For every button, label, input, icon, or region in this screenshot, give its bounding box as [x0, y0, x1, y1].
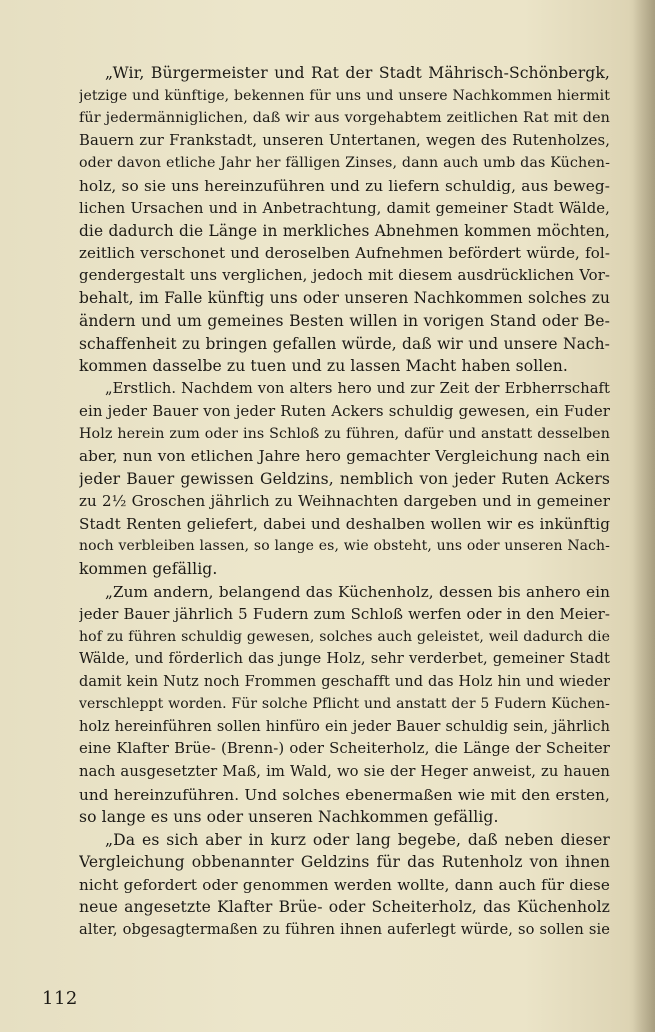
paragraph-3	[79, 581, 610, 829]
text-line: Stadt Renten geliefert, dabei und deshalben wollen wir es inkünftig	[79, 514, 610, 533]
text-line: aber, nun von etlichen Jahre hero gemachter Vergleichung nach ein	[79, 447, 610, 466]
text-line: „Erstlich. Nachdem von alters hero und zur Zeit der Erbherrschaft	[105, 379, 610, 397]
page-number: 112	[42, 988, 78, 1009]
text-line: „Da es sich aber in kurz oder lang begebe, daß neben dieser	[105, 830, 610, 849]
text-line: behalt, im Falle künftig uns oder unseren Nachkommen solches zu	[79, 289, 610, 308]
text-line: „Wir, Bürgermeister und Rat der Stadt Mährisch-Schönbergk,	[105, 64, 610, 82]
text-line: damit kein Nutz noch Frommen geschafft und das Holz hin und wieder	[79, 673, 610, 690]
text-line: ein jeder Bauer von jeder Ruten Ackers schuldig gewesen, ein Fuder	[79, 402, 610, 421]
text-line: Vergleichung obbenannter Geldzins für das Rutenholz von ihnen	[79, 853, 610, 872]
text-line: holz hereinführen sollen hinfüro ein jeder Bauer schuldig sein, jährlich	[79, 718, 610, 735]
body-text	[79, 62, 610, 941]
text-line: lichen Ursachen und in Anbetrachtung, damit gemeiner Stadt Wälde,	[79, 199, 610, 218]
text-line: zeitlich verschonet und deroselben Aufnehmen befördert würde, fol-	[79, 244, 610, 263]
paragraph-4	[79, 829, 610, 942]
text-line: gendergestalt uns verglichen, jedoch mit diesem ausdrücklichen Vor-	[79, 266, 610, 284]
text-line: und hereinzuführen. Und solches ebenermaßen wie mit den ersten,	[79, 785, 610, 804]
text-line: holz, so sie uns hereinzuführen und zu liefern schuldig, aus beweg-	[79, 176, 610, 195]
paragraph-1	[79, 62, 610, 378]
text-line: jetzige und künftige, bekennen für uns und unsere Nachkommen hiermit	[79, 87, 610, 104]
text-line: „Zum andern, belangend das Küchenholz, dessen bis anhero ein	[105, 582, 610, 601]
text-line: neue angesetzte Klafter Brüe- oder Scheiterholz, das Küchenholz	[79, 898, 610, 917]
text-line: Wälde, und förderlich das junge Holz, sehr verderbet, gemeiner Stadt	[79, 650, 610, 668]
text-line: Bauern zur Frankstadt, unseren Untertanen, wegen des Rutenholzes,	[79, 131, 610, 149]
text-line: Holz herein zum oder ins Schloß zu führen, dafür und anstatt desselben	[79, 425, 610, 442]
text-line: jeder Bauer jährlich 5 Fudern zum Schloß werfen oder in den Meier-	[79, 605, 610, 624]
page-edge-shadow	[633, 0, 655, 1032]
text-line: zu 2½ Groschen jährlich zu Weihnachten dargeben und in gemeiner	[79, 492, 610, 511]
text-line: schaffenheit zu bringen gefallen würde, daß wir und unsere Nach-	[79, 334, 610, 353]
text-line: kommen dasselbe zu tuen und zu lassen Macht haben sollen.	[79, 357, 568, 376]
text-line: verschleppt worden. Für solche Pflicht und anstatt der 5 Fudern Küchen-	[79, 696, 610, 713]
text-line: für jedermänniglichen, daß wir aus vorgehabtem zeitlichen Rat mit den	[79, 110, 610, 127]
text-line: die dadurch die Länge in merkliches Abnehmen kommen möchten,	[79, 221, 610, 240]
text-line: jeder Bauer gewissen Geldzins, nemblich von jeder Ruten Ackers	[79, 469, 610, 488]
text-line: nicht gefordert oder genommen werden wollte, dann auch für diese	[79, 875, 610, 894]
text-line: alter, obgesagtermaßen zu führen ihnen auferlegt würde, so sollen sie	[79, 920, 610, 938]
text-line: ändern und um gemeines Besten willen in vorigen Stand oder Be-	[79, 312, 610, 331]
text-line: so lange es uns oder unseren Nachkommen gefällig.	[79, 808, 499, 827]
text-line: noch verbleiben lassen, so lange es, wie obsteht, uns oder unseren Nach-	[79, 538, 610, 555]
text-line: nach ausgesetzter Maß, im Wald, wo sie der Heger anweist, zu hauen	[79, 762, 610, 780]
paragraph-2	[79, 378, 610, 581]
text-line: oder davon etliche Jahr her fälligen Zinses, dann auch umb das Küchen-	[79, 155, 610, 172]
text-line: kommen gefällig.	[79, 560, 218, 579]
text-line: eine Klafter Brüe- (Brenn-) oder Scheiterholz, die Länge der Scheiter	[79, 740, 610, 758]
text-line: hof zu führen schuldig gewesen, solches auch geleistet, weil dadurch die	[79, 628, 610, 645]
